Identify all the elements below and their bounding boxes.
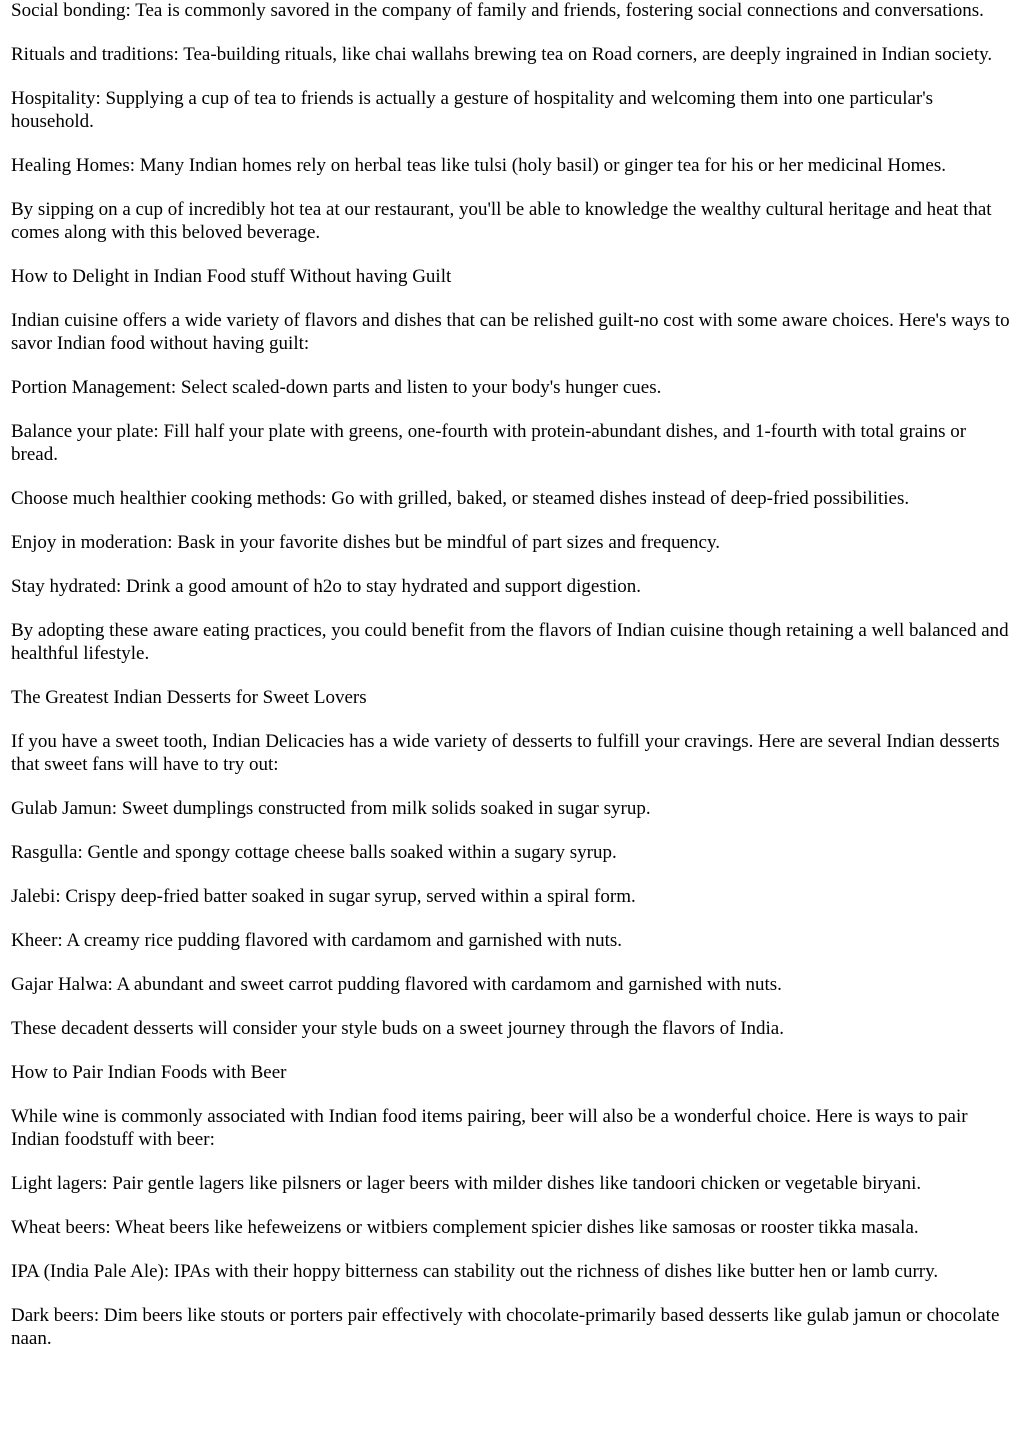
paragraph-desserts-intro: If you have a sweet tooth, Indian Delicacies has a wide variety of desserts to fulfill your cravings. Here are several Indian desserts that sweet fans will have to try out: [11, 731, 1000, 775]
paragraph-hydration: Stay hydrated: Drink a good amount of h2o to stay hydrated and support digestion. [11, 576, 642, 597]
paragraph-beer-intro: While wine is commonly associated with Indian food items pairing, beer will also be a wonderful choice. Here is ways to pair Indian foodstuff with beer: [11, 1106, 968, 1150]
paragraph-balance-plate: Balance your plate: Fill half your plate with greens, one-fourth with protein-abundant dishes, and 1-fourth with total grains or bread. [11, 421, 967, 465]
paragraph-moderation: Enjoy in moderation: Bask in your favorite dishes but be mindful of part sizes and frequency. [11, 532, 720, 553]
paragraph-rasgulla: Rasgulla: Gentle and spongy cottage cheese balls soaked within a sugary syrup. [11, 842, 617, 863]
paragraph-hospitality: Hospitality: Supplying a cup of tea to friends is actually a gesture of hospitality and welcoming them into one particular's household. [11, 88, 934, 132]
paragraph-guilt-free-intro: Indian cuisine offers a wide variety of flavors and dishes that can be relished guilt-no cost with some aware choices. Here's ways to savor Indian food without having guilt: [11, 310, 1010, 354]
section-heading-desserts: The Greatest Indian Desserts for Sweet Lovers [11, 687, 367, 708]
paragraph-desserts-conclusion: These decadent desserts will consider your style buds on a sweet journey through the flavors of India. [11, 1018, 784, 1039]
paragraph-wheat-beers: Wheat beers: Wheat beers like hefeweizens or witbiers complement spicier dishes like samosas or rooster tikka masala. [11, 1217, 919, 1238]
section-heading-guilt-free: How to Delight in Indian Food stuff Without having Guilt [11, 266, 452, 287]
paragraph-tea-conclusion: By sipping on a cup of incredibly hot tea at our restaurant, you'll be able to knowledge the wealthy cultural heritage and heat that comes along with this beloved beverage. [11, 199, 992, 243]
paragraph-healing-homes: Healing Homes: Many Indian homes rely on herbal teas like tulsi (holy basil) or ginger tea for his or her medicinal Homes. [11, 155, 946, 176]
paragraph-jalebi: Jalebi: Crispy deep-fried batter soaked in sugar syrup, served within a spiral form. [11, 886, 636, 907]
paragraph-rituals-traditions: Rituals and traditions: Tea-building rituals, like chai wallahs brewing tea on Road corners, are deeply ingrained in Indian society. [11, 44, 993, 65]
paragraph-light-lagers: Light lagers: Pair gentle lagers like pilsners or lager beers with milder dishes like tandoori chicken or vegetable biryani. [11, 1173, 922, 1194]
paragraph-cooking-methods: Choose much healthier cooking methods: Go with grilled, baked, or steamed dishes instead of deep-fried possibilities. [11, 488, 910, 509]
paragraph-social-bonding: Social bonding: Tea is commonly savored in the company of family and friends, fostering social connections and conversations. [11, 0, 984, 21]
paragraph-gajar-halwa: Gajar Halwa: A abundant and sweet carrot pudding flavored with cardamom and garnished with nuts. [11, 974, 782, 995]
paragraph-portion-management: Portion Management: Select scaled-down parts and listen to your body's hunger cues. [11, 377, 662, 398]
paragraph-dark-beers: Dark beers: Dim beers like stouts or porters pair effectively with chocolate-primarily based desserts like gulab jamun or chocolate naan. [11, 1305, 1000, 1349]
section-heading-beer-pairing: How to Pair Indian Foods with Beer [11, 1062, 287, 1083]
paragraph-ipa: IPA (India Pale Ale): IPAs with their hoppy bitterness can stability out the richness of dishes like butter hen or lamb curry. [11, 1261, 939, 1282]
paragraph-guilt-free-conclusion: By adopting these aware eating practices, you could benefit from the flavors of Indian cuisine though retaining a well balanced and healthful lifestyle. [11, 620, 1009, 664]
paragraph-gulab-jamun: Gulab Jamun: Sweet dumplings constructed from milk solids soaked in sugar syrup. [11, 798, 651, 819]
paragraph-kheer: Kheer: A creamy rice pudding flavored with cardamom and garnished with nuts. [11, 930, 622, 951]
